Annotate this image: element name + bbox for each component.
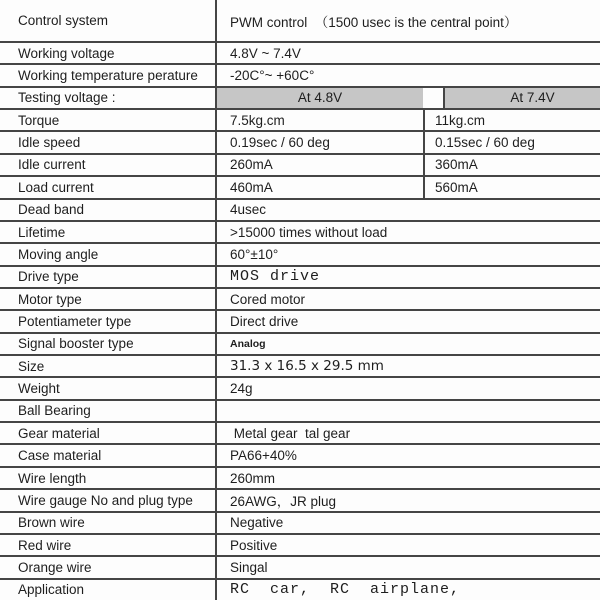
row-label: Signal booster type (18, 336, 134, 352)
row-weight (0, 378, 600, 400)
row-dead-band (0, 200, 600, 222)
row-gear-material (0, 423, 600, 445)
row-label: Orange wire (18, 559, 92, 575)
row-value: 60°±10° (215, 244, 600, 264)
row-label: Working voltage (18, 45, 115, 61)
row-value: Direct drive (215, 311, 600, 331)
row-red-wire (0, 535, 600, 557)
row-value: Metal gear tal gear (215, 423, 600, 443)
row-idle-current (0, 155, 600, 177)
row-label: Control system (18, 13, 109, 28)
row-label: Brown wire (18, 515, 85, 531)
row-label: Dead band (18, 202, 85, 218)
row-label: Working temperature perature (18, 68, 198, 84)
row-value: 24g (215, 378, 600, 398)
row-value: >15000 times without load (215, 222, 600, 242)
row-motor-type (0, 289, 600, 311)
row-value: PA66+40% (215, 445, 600, 465)
row-value: RC car, RC airplane, (215, 580, 600, 600)
row-label: Idle speed (18, 135, 81, 151)
row-label: Red wire (18, 537, 72, 553)
row-label: Weight (18, 381, 60, 397)
row-value-at-4-8v: 0.19sec / 60 deg (215, 132, 423, 152)
row-working-temperature (0, 65, 600, 87)
row-value-at-4-8v: 260mA (215, 155, 423, 175)
row-value: MOS drive (215, 267, 600, 287)
row-value: 260mm (215, 468, 600, 488)
row-value-at-7-4v: 11kg.cm (423, 110, 600, 130)
row-label: Case material (18, 448, 102, 464)
row-value: Singal (215, 557, 600, 577)
row-label: Moving angle (18, 246, 99, 262)
row-idle-speed (0, 132, 600, 154)
row-brown-wire (0, 513, 600, 535)
row-label: Lifetime (18, 224, 66, 240)
row-label: Ball Bearing (18, 403, 91, 419)
row-working-voltage (0, 43, 600, 65)
row-value: 4usec (215, 200, 600, 220)
row-drive-type (0, 267, 600, 289)
row-label: Gear material (18, 425, 100, 441)
row-lifetime (0, 222, 600, 244)
row-label: Size (18, 358, 45, 374)
row-value: Cored motor (215, 289, 600, 309)
row-label: Torque (18, 112, 60, 128)
row-value: -20C°~ +60C° (215, 65, 600, 85)
row-signal-booster-type (0, 334, 600, 356)
row-value-at-4-8v: 460mA (215, 177, 423, 197)
row-control-system (0, 0, 600, 43)
row-potentiameter-type (0, 311, 600, 333)
row-value: Analog (215, 334, 600, 354)
row-value: 31.3 x 16.5 x 29.5 mm (215, 356, 600, 376)
row-load-current (0, 177, 600, 199)
row-value-at-7-4v: 560mA (423, 177, 600, 197)
row-case-material (0, 445, 600, 467)
row-ball-bearing (0, 401, 600, 423)
row-wire-length (0, 468, 600, 490)
row-value: PWM control （1500 usec is the central point） (215, 0, 600, 41)
row-orange-wire (0, 557, 600, 579)
row-torque (0, 110, 600, 132)
row-size (0, 356, 600, 378)
row-label: Drive type (18, 269, 79, 285)
row-label: Potentiameter type (18, 313, 132, 329)
row-value: Positive (215, 535, 600, 555)
row-label: Load current (18, 179, 94, 195)
row-label: Idle current (18, 157, 86, 173)
row-value: 4.8V ~ 7.4V (215, 43, 600, 63)
row-value-at-7-4v: 360mA (423, 155, 600, 175)
row-label: Wire length (18, 470, 87, 486)
row-value-at-7-4v: 0.15sec / 60 deg (423, 132, 600, 152)
row-application (0, 580, 600, 600)
row-moving-angle (0, 244, 600, 266)
row-value-at-4-8v: 7.5kg.cm (215, 110, 423, 130)
header-cell-7-4v: At 7.4V (443, 88, 600, 108)
row-wire-gauge-plug (0, 490, 600, 512)
row-label: Testing voltage : (18, 90, 116, 106)
row-label: Wire gauge No and plug type (18, 492, 193, 508)
row-label: Motor type (18, 291, 82, 307)
row-value: 26AWG，JR plug (215, 490, 600, 510)
row-testing-voltage-header (0, 88, 600, 110)
row-label: Application (18, 582, 85, 598)
row-value-empty (215, 401, 600, 421)
row-value: Negative (215, 513, 600, 533)
header-cell-4-8v: At 4.8V (215, 88, 423, 108)
